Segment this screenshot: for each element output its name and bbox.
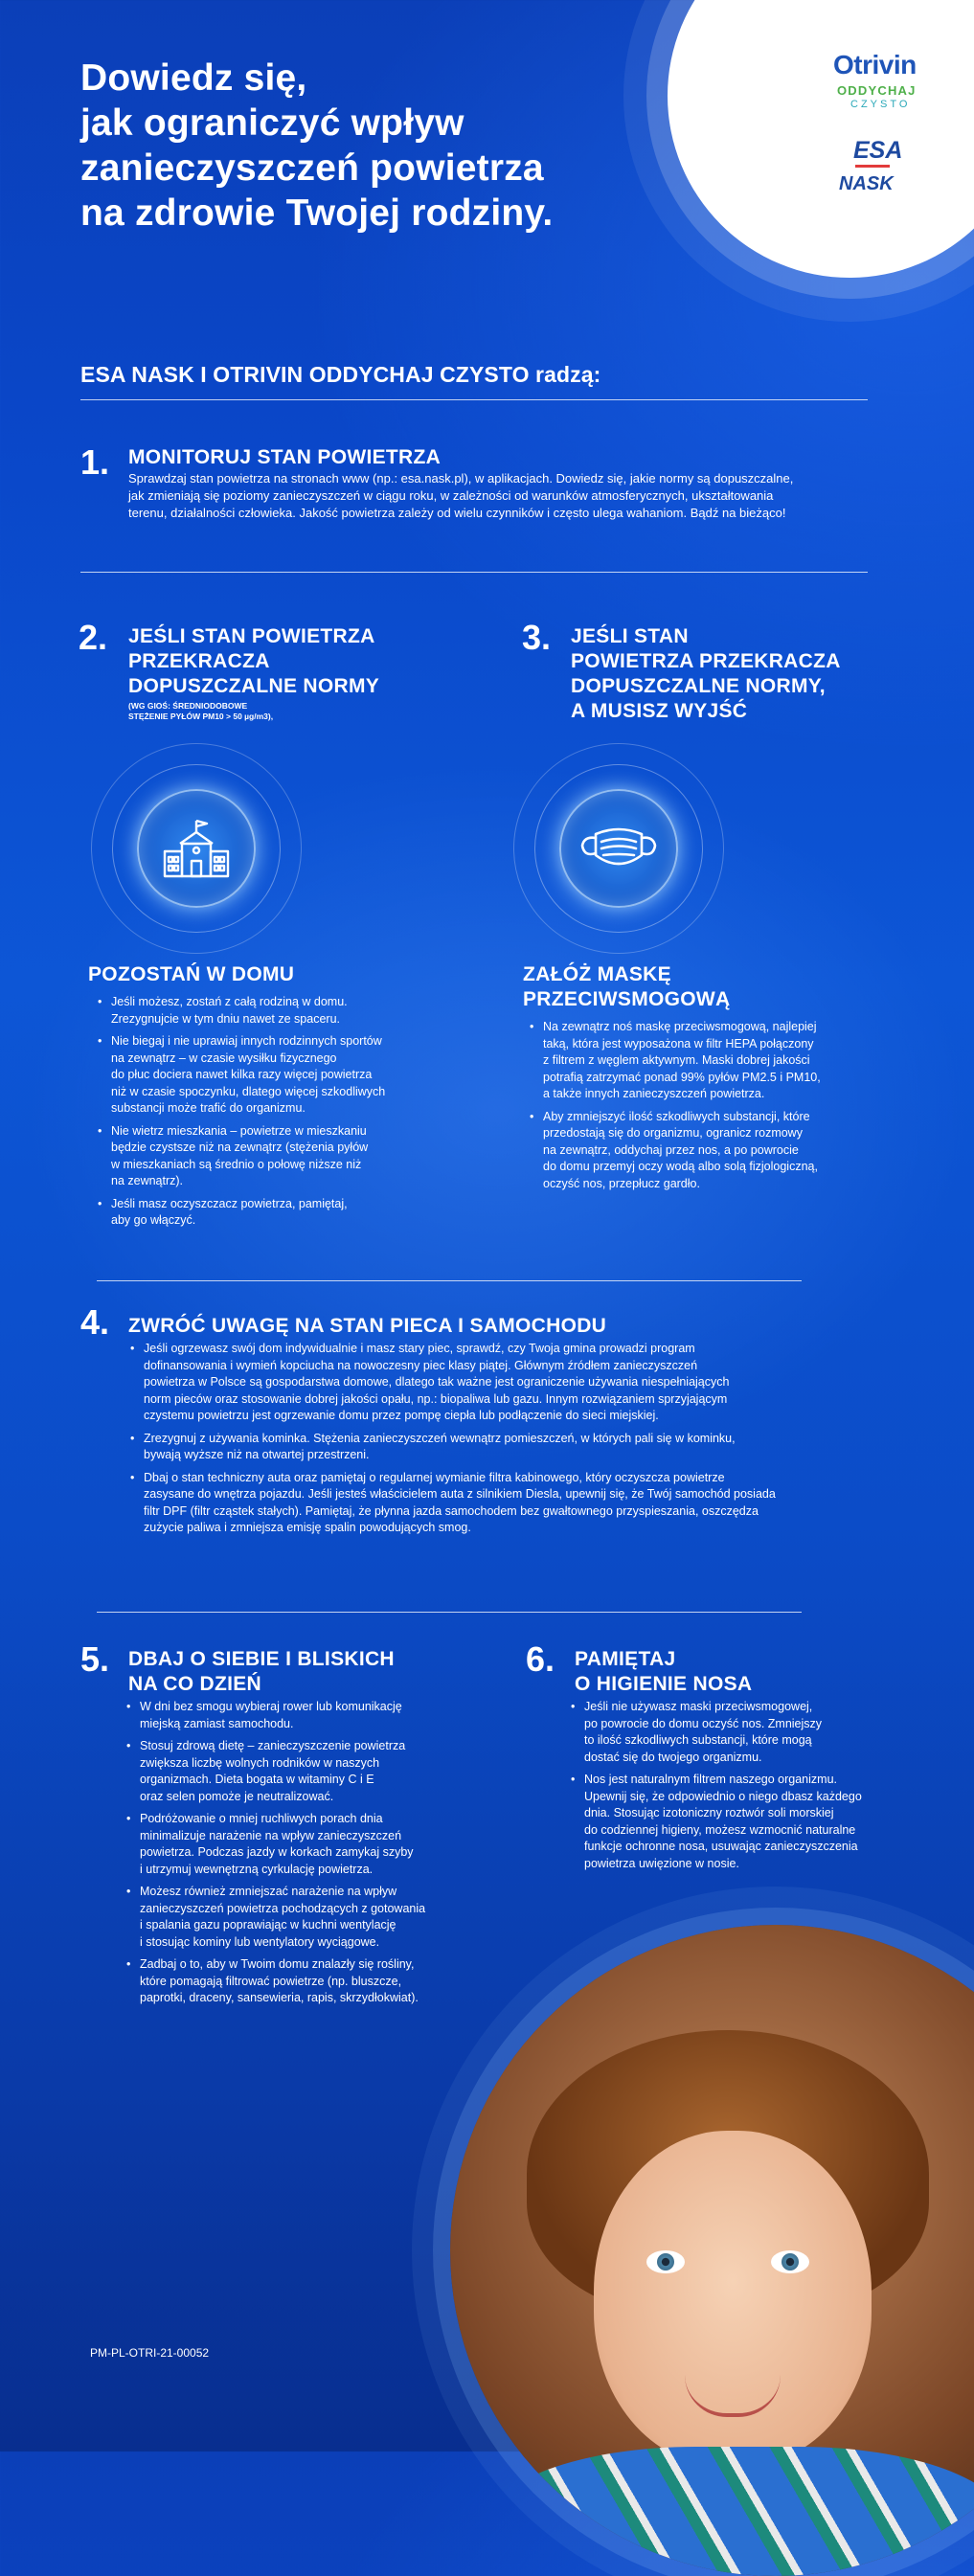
- list-item: • Na zewnątrz noś maskę przeciwsmogową, najlepiej taką, która jest wyposażona w filtr HEPA połączony z filtrem z węglem aktywnym. Maski dobrej jakości potrafią zatrzymać ponad 99% pyłów PM2.5 i PM10, a także innych zanieczyszczeń powietrza.: [530, 1019, 894, 1103]
- list-item: • Nie biegaj i nie uprawiaj innych rodzinnych sportów na zewnątrz – w czasie wysiłku fizycznego do płuc dociera nawet kilka razy więcej powietrza niż w czasie spoczynku, dlatego więcej szkodliwych substancji może trafić do organizmu.: [98, 1033, 442, 1118]
- list-item: • Jeśli masz oczyszczacz powietrza, pamiętaj, aby go włączyć.: [98, 1196, 442, 1230]
- section-1-title: MONITORUJ STAN POWIETRZA: [128, 446, 442, 468]
- child-photo: [450, 1925, 974, 2576]
- face-mask-icon-badge: [513, 743, 724, 954]
- nask-logo: NASK: [839, 173, 894, 194]
- section-1-text: [128, 470, 875, 522]
- section-5-title-line: NA CO DZIEŃ: [128, 1673, 262, 1695]
- headline-line: jak ograniczyć wpływ: [80, 102, 464, 144]
- section-2-title-line: PRZEKRACZA: [128, 650, 270, 672]
- section-6-title-line: PAMIĘTAJ: [575, 1648, 676, 1670]
- section-1-line: Sprawdzaj stan powietrza na stronach www (np.: esa.nask.pl), w aplikacjach. Dowiedz się, jakie normy są dopuszczalne,: [128, 471, 794, 486]
- section-3-title-line: DOPUSZCZALNE NORMY,: [571, 675, 826, 697]
- list-item: • Jeśli ogrzewasz swój dom indywidualnie i masz stary piec, sprawdź, czy Twoja gmina prowadzi program dofinansowania i wymień kopciucha na nowoczesny piec klasy piątej. Głównym źródłem zanieczyszczeń powietrza w Polsce są gospodarstwa domowe, dlatego tak ważne jest ograniczenie używania niespełniających norm pieców oraz stosowanie dobrej jakości opału, np.: biopaliwa lub gazu. Innym rozwiązaniem sprzyjającym czystemu powietrzu jest ogrzewanie domu przez pompę ciepła lub podłączenie do sieci miejskiej.: [130, 1341, 877, 1425]
- list-item: • Podróżowanie o mniej ruchliwych porach dnia minimalizuje narażenie na wpływ zanieczyszczeń powietrza. Podczas jazdy w korkach zamykaj szyby i utrzymuj wewnętrzną cyrkulację powietrza.: [126, 1811, 481, 1878]
- document-code: PM-PL-OTRI-21-00052: [90, 2346, 210, 2360]
- logo-circle: [668, 0, 974, 278]
- section-5-title: [128, 1647, 395, 1697]
- section-4-list: [130, 1341, 877, 1543]
- headline: [80, 56, 751, 236]
- section-2-title-line: JEŚLI STAN POWIETRZA: [128, 625, 375, 647]
- esa-logo-accent: [855, 165, 890, 168]
- section-3-number: 3.: [522, 618, 552, 657]
- divider: [97, 1280, 802, 1281]
- section-5-number: 5.: [80, 1639, 110, 1679]
- lead-heading: ESA NASK I OTRIVIN ODDYCHAJ CZYSTO radzą:: [80, 362, 601, 387]
- otrivin-logo: Otrivin: [833, 50, 917, 79]
- list-item: • Jeśli możesz, zostań z całą rodziną w domu. Zrezygnujcie w tym dniu nawet ze spaceru.: [98, 994, 442, 1028]
- section-2-subtitle: POZOSTAŃ W DOMU: [88, 963, 295, 985]
- section-3-subtitle-line: PRZECIWSMOGOWĄ: [523, 988, 731, 1010]
- section-1-number: 1.: [80, 442, 110, 482]
- divider: [80, 399, 868, 400]
- list-item: • Dbaj o stan techniczny auta oraz pamiętaj o regularnej wymianie filtra kabinowego, który oczyszcza powietrze zasysane do wnętrza pojazdu. Jeśli jesteś właścicielem auta z silnikiem Diesla, upewnij się, że Twój samochód posiada filtr DPF (filtr cząstek stałych). Pamiętaj, że płynna jazda samochodem bez gwałtownego przyspieszania, oszczędza zużycie paliwa i zmniejsza emisję spalin powodujących smog.: [130, 1470, 877, 1537]
- section-6-title: [575, 1647, 752, 1697]
- list-item: • Jeśli nie używasz maski przeciwsmogowej, po powrocie do domu oczyść nos. Zmniejszy to ilość szkodliwych substancji, które mogą dostać się do twojego organizmu.: [571, 1699, 935, 1766]
- section-2-list: [98, 994, 442, 1235]
- section-1-line: jak zmieniają się poziomy zanieczyszczeń w ciągu roku, w zależności od warunków atmosferycznych, ukształtowania: [128, 488, 774, 503]
- school-icon-badge: [91, 743, 302, 954]
- section-6-list: [571, 1699, 935, 1878]
- section-2-note-line: (WG GIOŚ: ŚREDNIODOBOWE: [128, 701, 248, 711]
- headline-line: na zdrowie Twojej rodziny.: [80, 192, 554, 234]
- section-1-line: terenu, działalności człowieka. Jakość powietrza zależy od wielu czynników i często ulega wahaniom. Bądź na bieżąco!: [128, 506, 786, 520]
- section-2-note-line: STĘŻENIE PYŁÓW PM10 > 50 µg/m3),: [128, 712, 274, 721]
- face-mask-icon: [578, 823, 659, 874]
- list-item: • Zrezygnuj z używania kominka. Stężenia zanieczyszczeń wewnątrz pomieszczeń, w których pali się w kominku, bywają wyższe niż na otwartej przestrzeni.: [130, 1431, 877, 1464]
- divider: [97, 1612, 802, 1613]
- section-5-title-line: DBAJ O SIEBIE I BLISKICH: [128, 1648, 395, 1670]
- czysto-logo-text: CZYSTO: [850, 99, 911, 110]
- section-5-list: [126, 1699, 481, 2013]
- section-4-number: 4.: [80, 1302, 110, 1342]
- esa-logo: ESA: [853, 137, 903, 164]
- section-6-title-line: O HIGIENIE NOSA: [575, 1673, 753, 1695]
- section-2-note: [128, 701, 273, 722]
- section-2-title-line: DOPUSZCZALNE NORMY: [128, 675, 380, 697]
- section-6-number: 6.: [526, 1639, 555, 1679]
- section-3-subtitle: [523, 962, 731, 1012]
- section-3-title-line: A MUSISZ WYJŚĆ: [571, 700, 748, 722]
- list-item: • Możesz również zmniejszać narażenie na wpływ zanieczyszczeń powietrza pochodzących z gotowania i spalania gazu poprawiając w kuchni wentylację i stosując kominy lub wentylatory wyciągowe.: [126, 1884, 481, 1951]
- list-item: • Zadbaj o to, aby w Twoim domu znalazły się rośliny, które pomagają filtrować powietrze (np. bluszcze, paprotki, draceny, sansewieria, rapis, skrzydłokwiat).: [126, 1956, 481, 2007]
- list-item: • Nos jest naturalnym filtrem naszego organizmu. Upewnij się, że odpowiednio o niego dbasz każdego dnia. Stosując izotoniczny roztwór soli morskiej do codziennej higieny, możesz wzmocnić naturalne funkcje ochronne nosa, usuwając zanieczyszczenia powietrza uwięzione w nosie.: [571, 1772, 935, 1872]
- section-2-title: [128, 624, 379, 699]
- list-item: • W dni bez smogu wybieraj rower lub komunikację miejską zamiast samochodu.: [126, 1699, 481, 1732]
- list-item: • Stosuj zdrową dietę – zanieczyszczenie powietrza zwiększa liczbę wolnych rodników w naszych organizmach. Dieta bogata w witaminy C i E oraz selen pomoże je neutralizować.: [126, 1738, 481, 1805]
- headline-line: zanieczyszczeń powietrza: [80, 147, 544, 189]
- list-item: • Nie wietrz mieszkania – powietrze w mieszkaniu będzie czystsze niż na zewnątrz (stężenia pyłów w mieszkaniach są średnio o połowę niższe niż na zewnątrz).: [98, 1123, 442, 1190]
- headline-line: Dowiedz się,: [80, 57, 307, 99]
- section-3-list: [530, 1019, 894, 1198]
- section-3-title-line: POWIETRZA PRZEKRACZA: [571, 650, 841, 672]
- school-icon: [159, 817, 234, 880]
- section-3-title-line: JEŚLI STAN: [571, 625, 689, 647]
- section-4-title: ZWRÓĆ UWAGĘ NA STAN PIECA I SAMOCHODU: [128, 1315, 607, 1337]
- section-2-number: 2.: [79, 618, 108, 657]
- section-3-title: [571, 624, 841, 724]
- divider: [80, 572, 868, 573]
- list-item: • Aby zmniejszyć ilość szkodliwych substancji, które przedostają się do organizmu, ogranicz rozmowy na zewnątrz, oddychaj przez nos, a po powrocie do domu przemyj oczy wodą albo solą fizjologiczną, oczyść nos, przepłucz gardło.: [530, 1109, 894, 1193]
- oddychaj-logo-text: ODDYCHAJ: [837, 83, 917, 98]
- section-3-subtitle-line: ZAŁÓŻ MASKĘ: [523, 963, 671, 985]
